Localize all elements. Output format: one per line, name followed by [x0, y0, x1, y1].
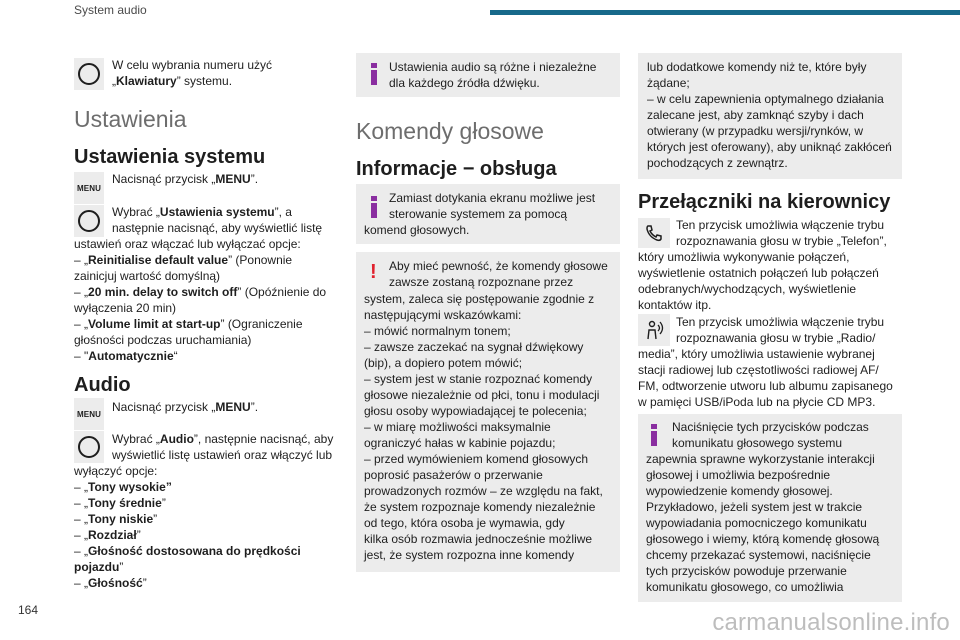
info-box-audio-sources: Ustawienia audio są różne i niezależne dla każdego źródła dźwięku. [356, 53, 620, 97]
steering-switches-heading: Przełączniki na kierownicy [638, 191, 891, 213]
system-settings-options: ustawień oraz włączać lub wyłączać opcje: – „Reinitialise default value” (Ponownie zainicjuj wartość domyślną) – „20 min. delay to switch off” (Opóźnienie do wyłączenia 20 min) – „Volume limit at start-up” (Ograniczenie głośności podczas uruchamiania) – "Automatycznie“ [74, 237, 327, 363]
info-box-voice-control: Zamiast dotykania ekranu możliwe jest sterowanie systemem za pomocą komend głosowych. [356, 184, 620, 244]
info-icon [650, 424, 658, 446]
voice-button-text-b: media”, który umożliwia ustawienie wybranej stacji radiowej lub częstotliwości radiowej AF/ FM, odtworzenie utworu lub albumu zapisanego w pamięci USB/iPoda lub na płycie CD MP3. [638, 347, 893, 409]
rotary-knob-icon [74, 431, 104, 463]
info-box-interrupt: Naciśnięcie tych przycisków podczas komunikatu głosowego systemu zapewnia sprawne wykorzystanie interakcji głosowej i umożliwia bezpośrednie wypowiedzenie komendy głosowej. Przykładowo, jeżeli system jest w trakcie wypowiadania pomocniczego komunikatu głosowego i wiemy, którą komendę głosową chcemy przekazać systemowi, naciśnięcie tych przycisków powoduje przerwanie komunikatu głosowego, co umożliwia [638, 414, 902, 602]
continued-tips-box: lub dodatkowe komendy niż te, które były żądane; – w celu zapewnienia optymalnego działania zalecane jest, aby zamknąć szyby i dach otwierany (w przypadku wersji/rynków, w których jest oferowany), aby uniknąć zakłóceń pochodzących z zewnątrz. [638, 53, 902, 179]
menu-button-icon: MENU [74, 398, 104, 430]
phone-button-text-a: Ten przycisk umożliwia włączenie trybu rozpoznawania głosu w trybie „Telefon”, [676, 218, 887, 248]
step-press-menu: Nacisnąć przycisk „MENU”. [112, 172, 259, 186]
system-settings-heading: Ustawienia systemu [74, 146, 266, 168]
audio-heading: Audio [74, 374, 131, 396]
section-title: System audio [74, 3, 147, 17]
voice-command-icon [638, 314, 670, 346]
info-operation-heading: Informacje − obsługa [356, 158, 557, 180]
audio-options: wyłączyć opcje: – „Tony wysokie” – „Tony średnie” – „Tony niskie” – „Rozdział” – „Głośność dostosowana do prędkości pojazdu” – „Głośność” [74, 464, 301, 590]
warning-box-voice-tips: ! Aby mieć pewność, że komendy głosowe zawsze zostaną rozpoznane przez system, zaleca się postępowanie zgodnie z następującymi wskazówkami: – mówić normalnym tonem; – zawsze zaczekać na sygnał dźwiękowy (bip), a dopiero potem mówić; – system jest w stanie rozpoznać komendy głosowe niezależnie od płci, tonu i modulacji głosu osoby wypowiadającej te polecenia; – w miarę możliwości maksymalnie ograniczyć hałas w kabinie pojazdu; – przed wymówieniem komend głosowych poprosić pasażerów o przerwanie prowadzonych rozmów – ze względu na fakt, że system rozpoznaje komendy niezależnie od tego, która osoba je wymawia, gdy kilka osób rozmawia jednocześnie możliwe jest, że system rozpozna inne komendy [356, 252, 620, 572]
info-icon [370, 63, 378, 85]
warning-icon: ! [370, 261, 377, 283]
page-number: 164 [18, 603, 39, 617]
settings-heading: Ustawienia [74, 106, 187, 132]
menu-button-icon: MENU [74, 172, 104, 204]
info-icon [370, 196, 378, 218]
voice-button-text-a: Ten przycisk umożliwia włączenie trybu rozpoznawania głosu w trybie „Radio/ [676, 315, 885, 345]
rotary-knob-icon [74, 205, 104, 237]
step-select-system-settings: Wybrać „Ustawienia systemu”, a następnie nacisnąć, aby wyświetlić listę [112, 205, 323, 235]
header-accent-bar [490, 10, 960, 15]
phone-icon [638, 218, 670, 248]
voice-commands-heading: Komendy głosowe [356, 118, 544, 144]
rotary-knob-icon [74, 58, 104, 90]
watermark: carmanualsonline.info [712, 609, 950, 636]
step-select-audio: Wybrać „Audio”, następnie nacisnąć, aby wyświetlić listę ustawień oraz włączyć lub [112, 432, 334, 462]
intro-text: W celu wybrania numeru użyć „Klawiatury” systemu. [112, 58, 273, 88]
step-press-menu-audio: Nacisnąć przycisk „MENU”. [112, 400, 259, 414]
phone-button-text-b: który umożliwia wykonywanie połączeń, wyświetlenie ostatnich połączeń lub połączeń odebranych/wychodzących, wyświetlenie kontaktów itp. [638, 250, 879, 312]
